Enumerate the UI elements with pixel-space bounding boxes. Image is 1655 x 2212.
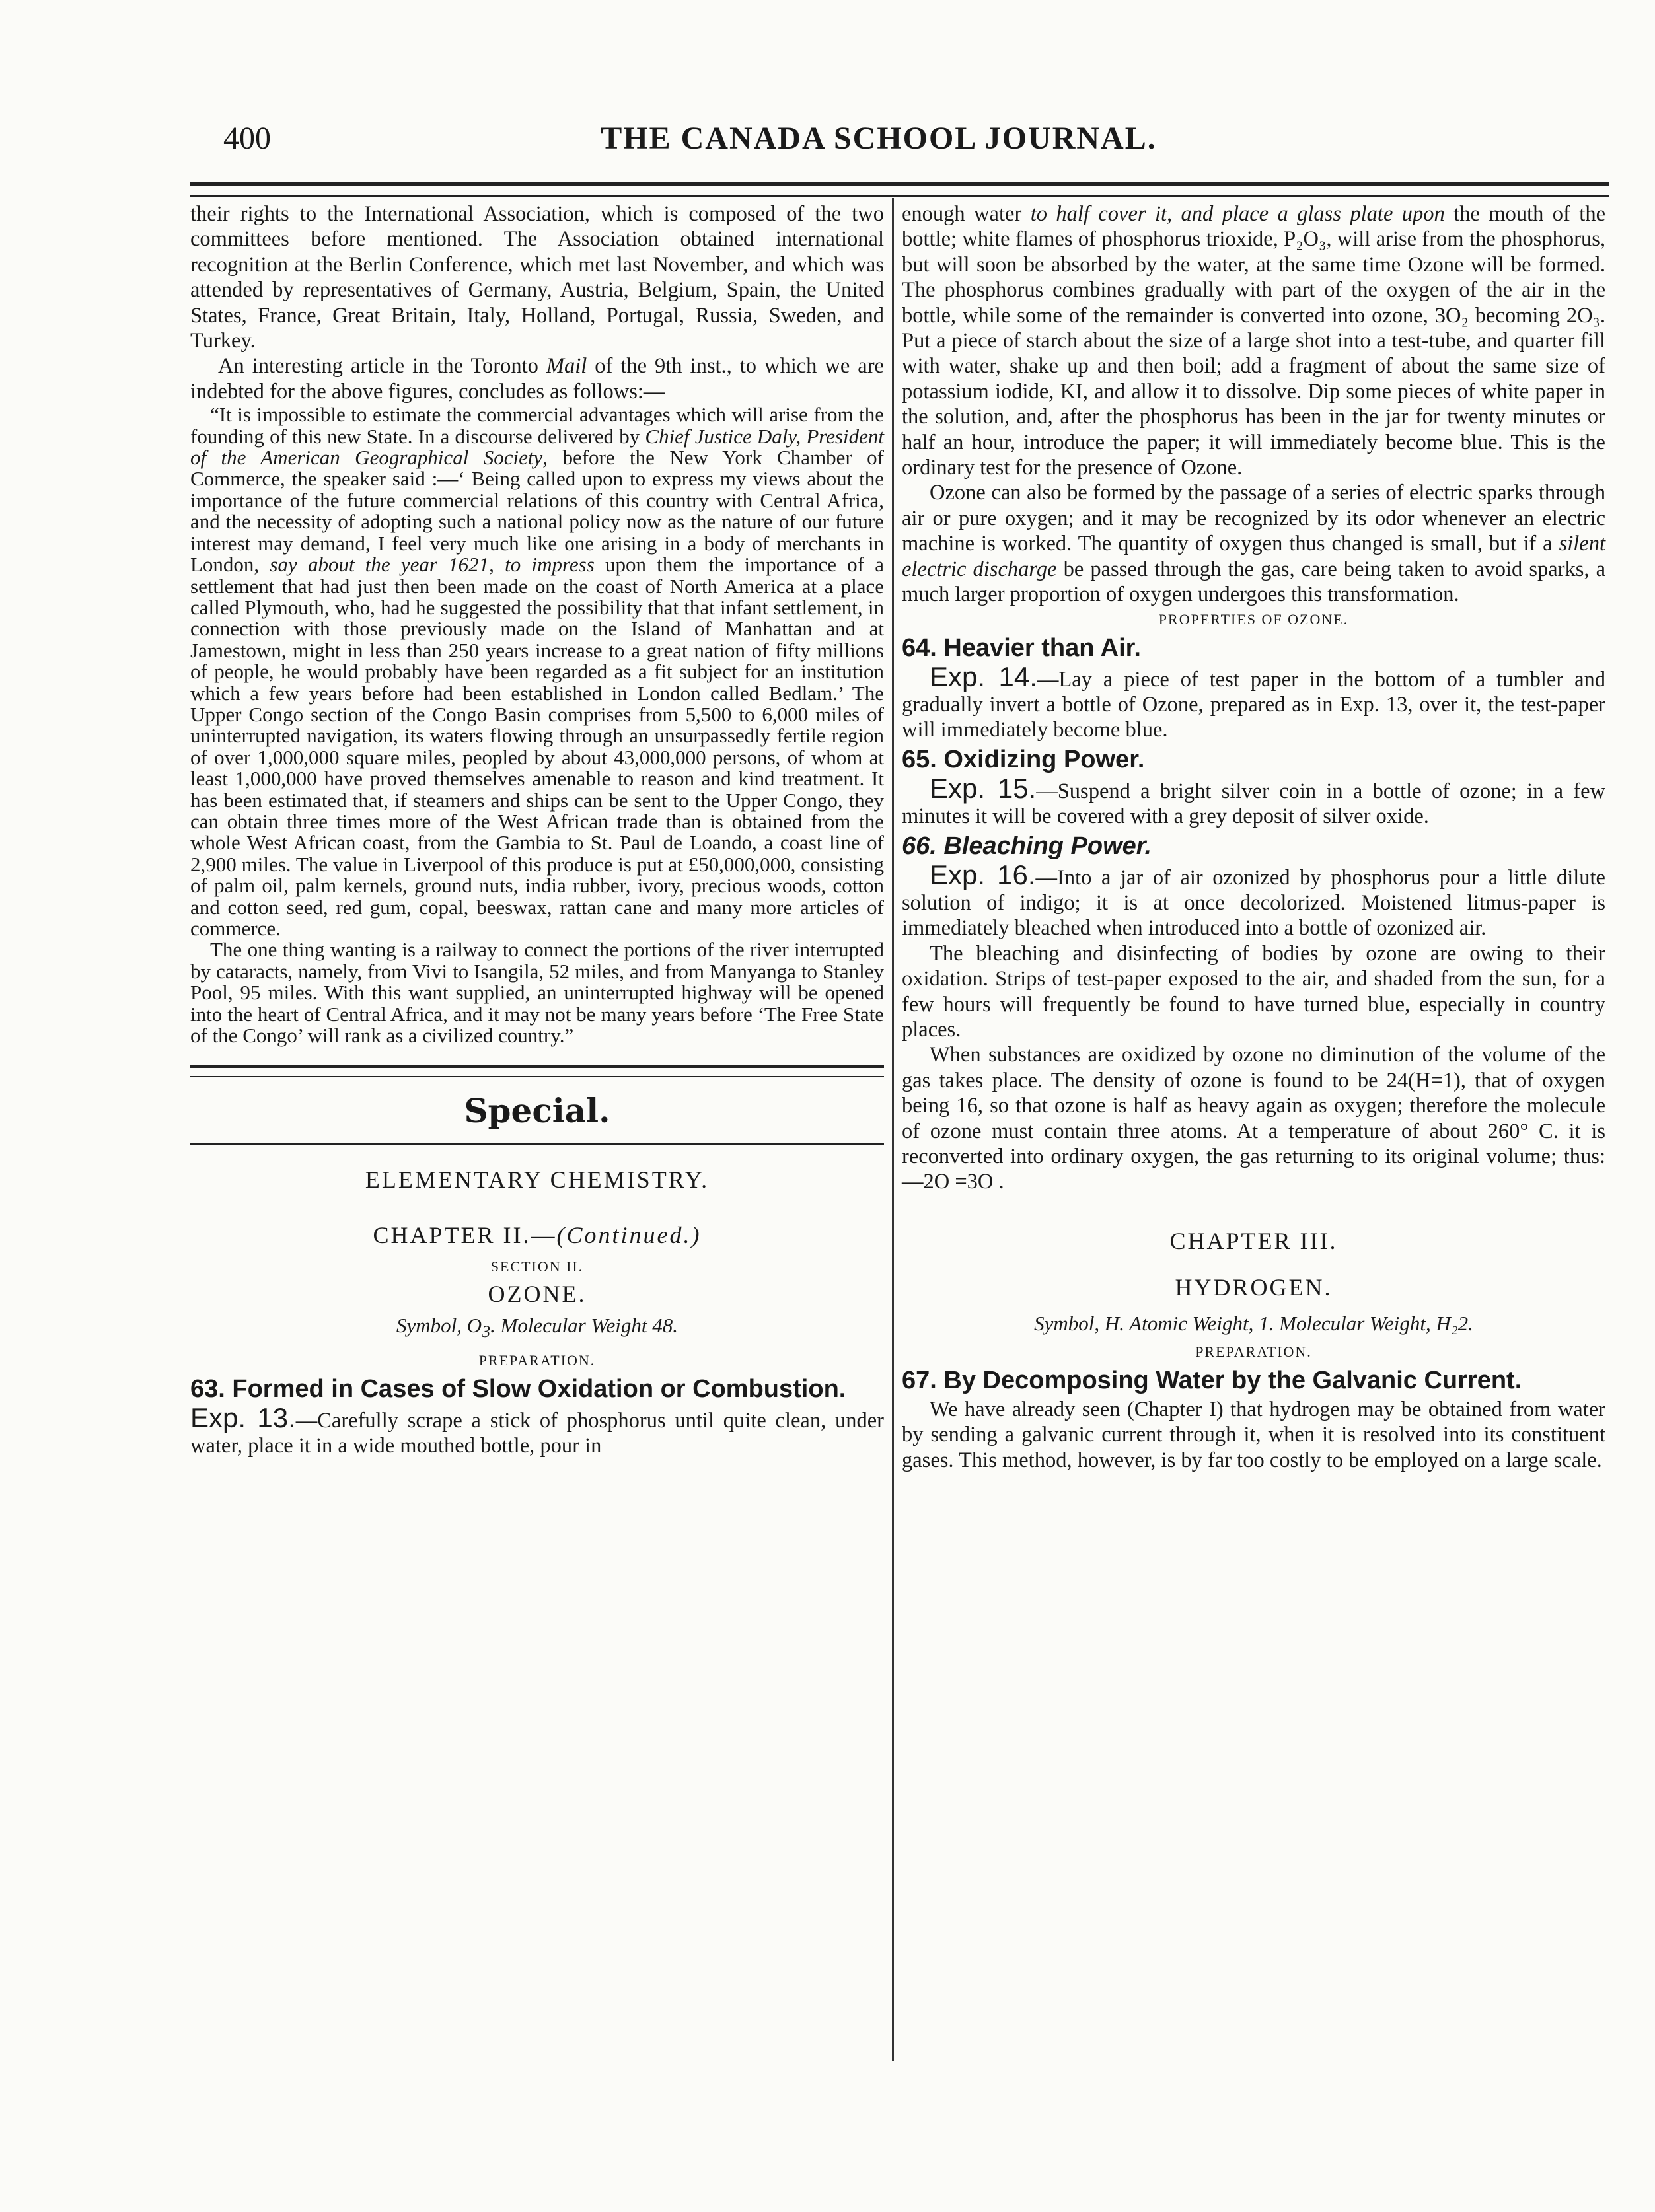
section-rule xyxy=(190,1065,884,1077)
section-heading: SECTION II. xyxy=(490,1258,584,1275)
formula-line: Symbol, $O_3$. Molecular Weight 48. xyxy=(396,1314,678,1341)
quote-paragraph: “It is impossible to estimate the commercial advantages which will arise from the founding of this new State. In a discourse delivered by Chief Justice Daly, President of the American Geographical Society, before the New York Chamber of Commerce, the speaker said :—‘ Being called upon to express my views about the importance of the future commercial relations of this country with Central Africa, and the necessity of adopting such a national policy now as the nature of our future interest may demand, I feel very much like one arising in a body of merchants in London, say about the year 1621, to impress upon them the importance of a settlement that had just then been made on the coast of North America at a place called Plymouth, who, had he suggested the possibility that that infant settlement, in connection with those previously made on the Island of Manhattan and at Jamestown, might in less than 250 years increase to a great nation of fifty millions of people, he would probably have been regarded as a fit subject for an institution which a few years before had been established in London called Bedlam.’ The Upper Congo section of the Congo Basin comprises from 5,500 to 6,000 miles of uninterrupted navigation, its waters flowing through an unsurpassedly fertile region of over 1,000,000 square miles, peopled by about 43,000,000 persons, of whom at least 1,000,000 have proved themselves amenable to reason and kind treatment. It has been estimated that, if steamers and ships can be sent to the Upper Congo, they can obtain three times more of the West African trade than is obtained from the whole West African coast, from the Gambia to St. Paul de Loando, a coast line of 2,900 miles. The value in Liverpool of this produce is put at £50,000,000, consisting of palm oil, palm kernels, ground nuts, india rubber, ivory, precious woods, cotton and cotton seed, red gum, copal, beeswax, rattan cane and many more articles of commerce. xyxy=(190,403,885,940)
column-divider xyxy=(892,198,894,2061)
topic-heading: OZONE. xyxy=(488,1281,587,1308)
numbered-heading: 66. Bleaching Power. xyxy=(902,832,1152,860)
quote-paragraph: The one thing wanting is a railway to connect the portions of the river interrupted by cataracts, namely, from Vivi to Isangila, 52 miles, and from Manyanga to Stanley Pool, 95 miles. With this want supplied, an uninterrupted highway will be opened into the heart of Central Africa, and it may not be many years before ‘The Free State of the Congo’ will rank as a civilized country.” xyxy=(190,938,884,1048)
header-rule xyxy=(190,182,1609,197)
article-title: ELEMENTARY CHEMISTRY. xyxy=(365,1166,710,1194)
paragraph: When substances are oxidized by ozone no diminution of the volume of the gas takes place. The density of ozone is found to be 24(H=1), that of oxygen being 16, so that ozone is half as heavy again as oxygen; therefore the molecule of ozone must contain three atoms. At a temperature of about 260° C. it is reconverted into ordinary oxygen, the gas returning to its original volume; thus:—2O =3O . xyxy=(902,1043,1605,1194)
subheading: PROPERTIES OF OZONE. xyxy=(1158,610,1349,627)
subheading: PREPARATION. xyxy=(478,1351,596,1369)
left-column xyxy=(190,201,884,1458)
chapter-heading: CHAPTER II.—(Continued.) xyxy=(373,1222,702,1249)
page-number: 400 xyxy=(223,121,271,156)
numbered-heading: 63. Formed in Cases of Slow Oxidation or Combustion. xyxy=(190,1374,846,1403)
numbered-heading: 64. Heavier than Air. xyxy=(902,633,1141,662)
paragraph: Ozone can also be formed by the passage of a series of electric sparks through air or pure oxygen; and it may be recognized by its odor whenever an electric machine is worked. The quantity of oxygen thus changed is small, but if a silent electric discharge be passed through the gas, care being taken to avoid sparks, a much larger proportion of oxygen undergoes this transformation. xyxy=(902,481,1606,607)
section-title: Special. xyxy=(464,1091,610,1131)
paragraph: We have already seen (Chapter I) that hydrogen may be obtained from water by sending a galvanic current through it, when it is resolved into its constituent gases. This method, however, is by far too costly to be employed on a large scale. xyxy=(902,1397,1605,1472)
paragraph: The bleaching and disinfecting of bodies by ozone are owing to their oxidation. Strips of test-paper exposed to the air, and shaded from the sun, for a few hours will frequently be found to have turned blue, especially in country places. xyxy=(902,941,1605,1042)
experiment: Exp. 13.—Carefully scrape a stick of phosphorus until quite clean, under water, place it in a wide mouthed bottle, pour in xyxy=(190,1402,884,1458)
paragraph: their rights to the International Association, which is composed of the two committees before mentioned. The Association obtained international recognition at the Berlin Conference, which met last November, and which was attended by representatives of Germany, Austria, Belgium, Spain, the United States, France, Great Britain, Italy, Holland, Portugal, Russia, Sweden, and Turkey. xyxy=(190,202,884,353)
journal-title: THE CANADA SCHOOL JOURNAL. xyxy=(601,121,1157,156)
paragraph: An interesting article in the Toronto Mail of the 9th inst., to which we are indebted for the above figures, concludes as follows:— xyxy=(190,354,884,404)
numbered-heading: 67. By Decomposing Water by the Galvanic Current. xyxy=(902,1366,1522,1394)
experiment: Exp. 14.—Lay a piece of test paper in the bottom of a tumbler and gradually invert a bottle of Ozone, prepared as in Exp. 13, over it, the test-paper will immediately become blue. xyxy=(902,660,1605,742)
formula-line: Symbol, H. Atomic Weight, 1. Molecular Weight, H₂2. xyxy=(1034,1311,1473,1335)
subheading: PREPARATION. xyxy=(1195,1343,1312,1360)
rule xyxy=(190,1143,884,1145)
paragraph: enough water to half cover it, and place a glass plate upon the mouth of the bottle; white flames of phosphorus trioxide, P₂O₃, will arise from the phosphorus, but will soon be absorbed by the water, at the same time Ozone will be formed. The phosphorus combines gradually with part of the oxygen of the air in the bottle, while some of the remainder is converted into ozone, 3O₂ becoming 2O₃. Put a piece of starch about the size of a large shot into a test-tube, and quarter fill with water, shake up and then boil; add a fragment of about the same size of potassium iodide, KI, and allow it to dissolve. Dip some pieces of white paper in the solution, and, after the phosphorus has been in the jar for twenty minutes or half an hour, introduce the paper; it will immediately become blue. This is the ordinary test for the presence of Ozone. xyxy=(902,202,1605,480)
topic-heading: HYDROGEN. xyxy=(1175,1273,1333,1301)
block-quote xyxy=(190,404,884,1046)
chapter-heading: CHAPTER III. xyxy=(1169,1227,1338,1254)
numbered-heading: 65. Oxidizing Power. xyxy=(902,745,1145,773)
right-column xyxy=(902,201,1605,1473)
experiment: Exp. 15.—Suspend a bright silver coin in a bottle of ozone; in a few minutes it will be covered with a grey deposit of silver oxide. xyxy=(902,772,1605,829)
experiment: Exp. 16.—Into a jar of air ozonized by phosphorus pour a little dilute solution of indigo; it is at once decolorized. Moistened litmus-paper is immediately bleached when introduced into a bottle of ozonized air. xyxy=(902,859,1605,941)
page-header xyxy=(192,111,1566,170)
